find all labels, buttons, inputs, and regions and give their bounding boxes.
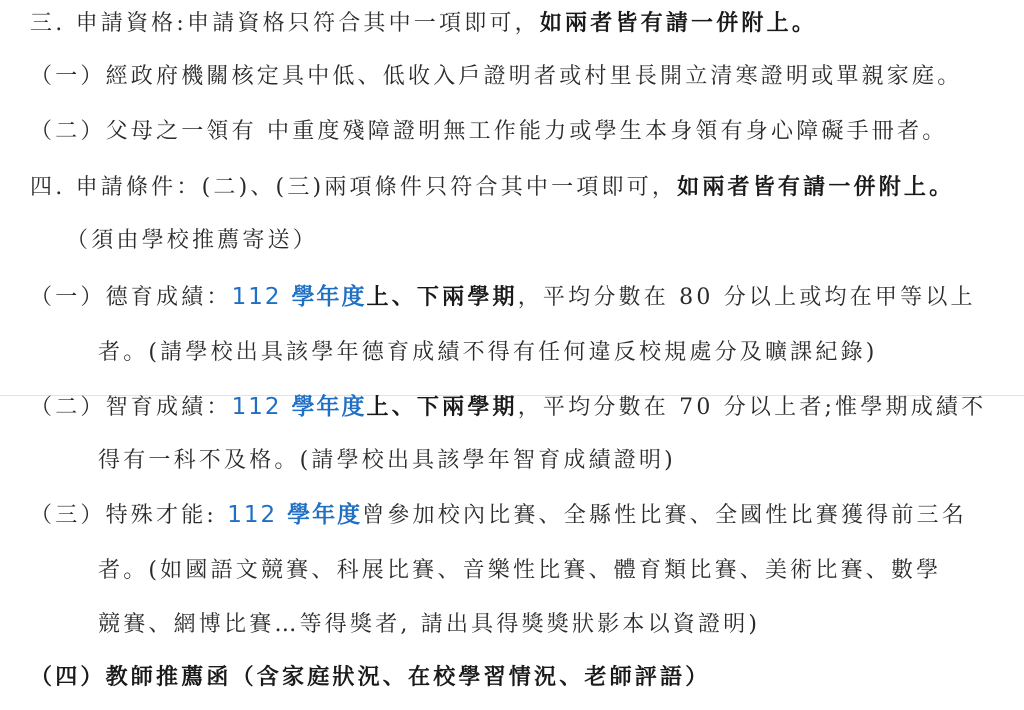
condition-2-line-1 [30, 392, 986, 423]
section-3-item-2-text: （二）父母之一領有 中重度殘障證明無工作能力或學生本身領有身心障礙手冊者。 [30, 119, 948, 144]
section-4-heading [30, 172, 954, 203]
condition-2-continuation: 得有一科不及格。(請學校出具該學年智育成績證明) [98, 448, 676, 473]
section-3-item-1 [30, 62, 962, 92]
condition-1-line-1 [30, 282, 976, 313]
condition-1-label: （一）德育成績： [30, 285, 232, 310]
condition-3-line-1 [30, 500, 967, 531]
condition-2-criteria: ，平均分數在 70 分以上者;惟學期成績不 [517, 395, 987, 420]
condition-3-line-2 [98, 556, 941, 586]
condition-4-line [30, 662, 710, 692]
section-3-text: 三. 申請資格:申請資格只符合其中一項即可， [30, 11, 540, 36]
condition-2-line-2 [98, 446, 676, 476]
condition-3-line-3 [98, 610, 760, 640]
condition-2-year-number: 112 [231, 394, 282, 420]
condition-1-year-label: 學年度 [281, 284, 367, 310]
section-4-subnote [66, 226, 318, 256]
condition-3-year-number: 112 [227, 502, 278, 528]
condition-1-continuation: 者。(請學校出具該學年德育成績不得有任何違反校規處分及曠課紀錄) [98, 340, 878, 365]
section-3-item-2 [30, 117, 947, 147]
condition-4-text: （四）教師推薦函（含家庭狀況、在校學習情況、老師評語） [30, 664, 711, 690]
condition-3-criteria: 曾參加校內比賽、全縣性比賽、全國性比賽獲得前三名 [362, 503, 967, 528]
condition-1-line-2 [98, 338, 878, 368]
condition-3-label: （三）特殊才能: [30, 503, 228, 528]
condition-2-year-label: 學年度 [281, 394, 367, 420]
condition-3-year-label: 學年度 [277, 502, 363, 528]
section-4-text: 四. 申請條件：(二)、(三)兩項條件只符合其中一項即可， [30, 175, 678, 200]
section-4-subnote-text: （須由學校推薦寄送） [66, 228, 319, 253]
condition-1-criteria: ，平均分數在 80 分以上或均在甲等以上 [517, 285, 976, 310]
condition-1-semesters: 上、下兩學期 [366, 284, 518, 310]
section-3-note: 如兩者皆有請一併附上。 [539, 10, 818, 36]
section-3-heading [30, 8, 817, 39]
condition-2-semesters: 上、下兩學期 [366, 394, 518, 420]
condition-1-year-number: 112 [231, 284, 282, 310]
section-4-note: 如兩者皆有請一併附上。 [677, 174, 955, 200]
condition-2-label: （二）智育成績： [30, 395, 232, 420]
condition-3-continuation-2: 競賽、網博比賽…等得獎者, 請出具得獎獎狀影本以資證明) [98, 612, 761, 637]
condition-3-continuation-1: 者。(如國語文競賽、科展比賽、音樂性比賽、體育類比賽、美術比賽、數學 [98, 558, 942, 583]
section-3-item-1-text: （一）經政府機關核定具中低、低收入戶證明者或村里長開立清寒證明或單親家庭。 [30, 64, 963, 89]
